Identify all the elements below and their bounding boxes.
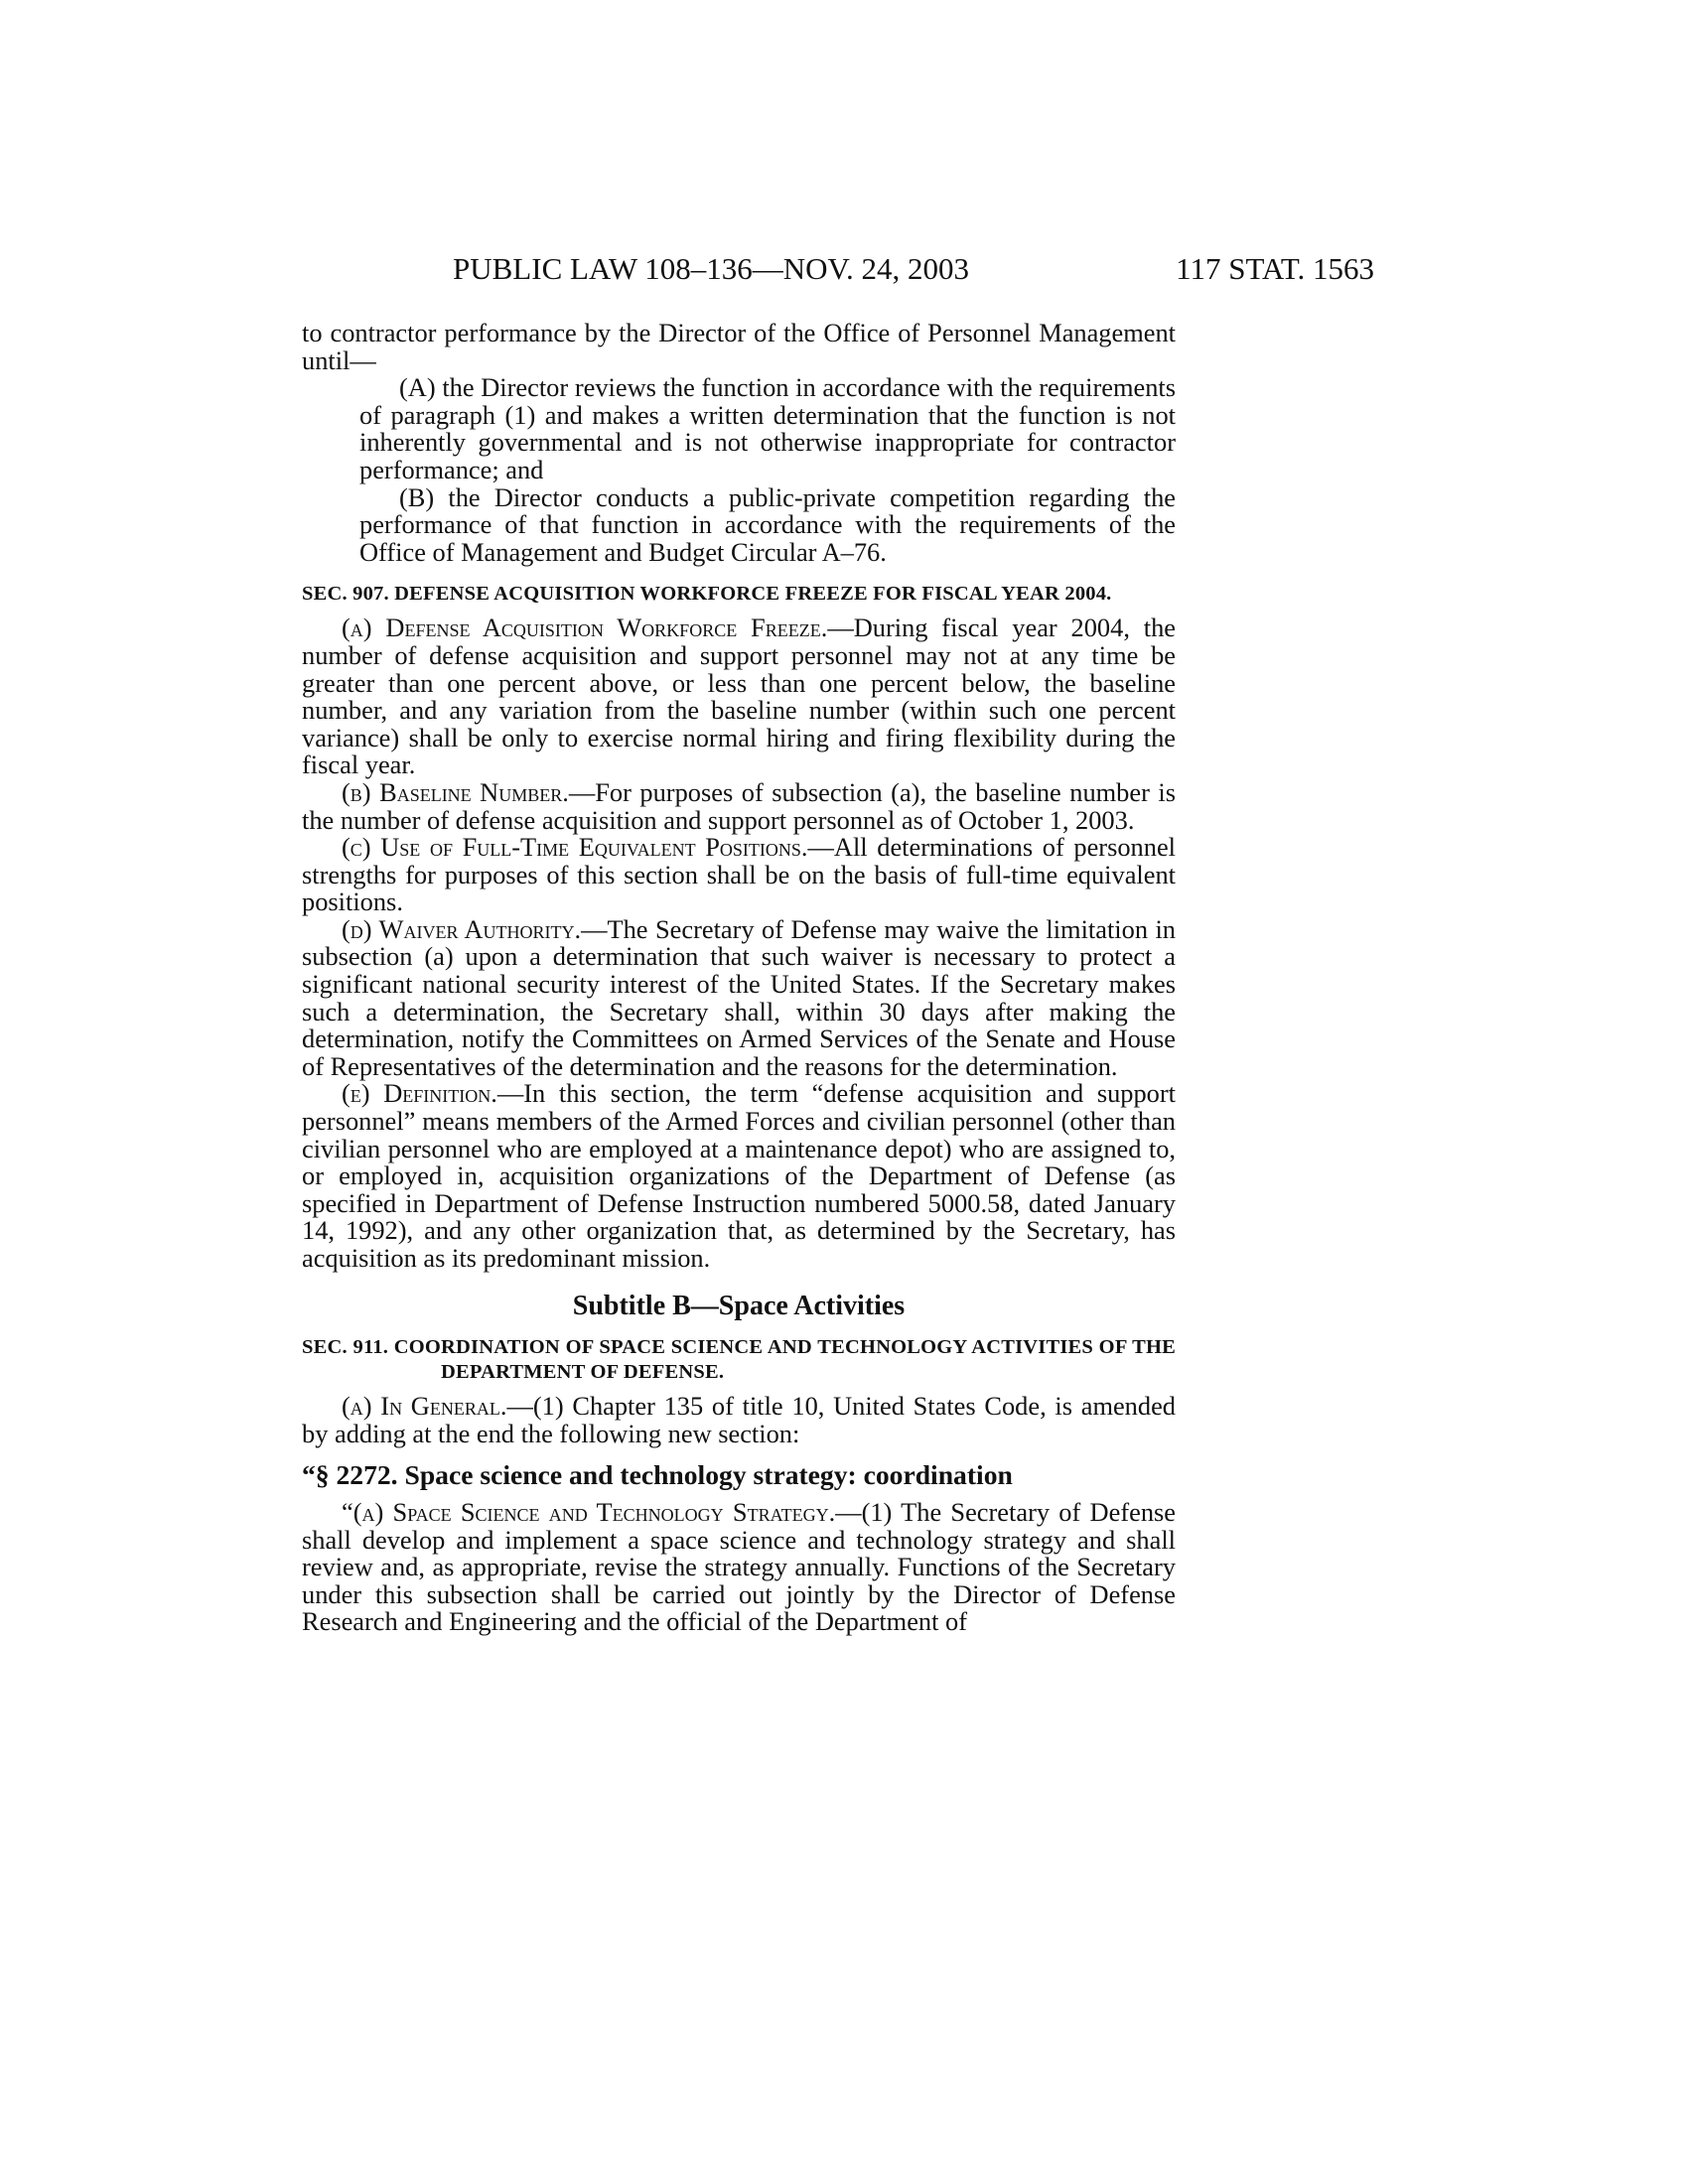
sec907-subsection-b: [302, 776, 1176, 835]
sec907-subsection-c: [302, 834, 1176, 916]
clause-a: (A) the Director reviews the function in accordance with the requirements of paragraph (1) and makes a written determination that the function is not inherently governmental and is not otherwise inappropriate for contractor performance; and: [359, 372, 1176, 484]
subsection-text: —The Secretary of Defense may waive the limitation in subsection (a) upon a determination that such waiver is necessary to protect a significant national security interest of the United States. If the Secretary makes such a determination, the Secretary shall, within 30 days after making the determination, notify the Committees on Armed Services of the Senate and House of Representatives of the determination and the reasons for the determination.: [302, 913, 1176, 1081]
subsection-text: —In this section, the term “defense acquisition and support personnel” means members of the Armed Forces and civilian personnel (other than civilian personnel who are employed at a maintenance depot) who are assigned to, or employed in, acquisition organizations of the Department of Defense (as specified in Department of Defense Instruction numbered 5000.58, dated January 14, 1992), and any other organization that, as determined by the Secretary, has acquisition as its predominant mission.: [302, 1078, 1176, 1273]
subsection-text: —(1) The Secretary of Defense shall develop and implement a space science and technology strategy and shall review and, as appropriate, revise the strategy annually. Functions of the Secretary under this subsection shall be carried out jointly by the Director of Defense Research and Engineering and the official of the Department of: [302, 1496, 1176, 1637]
sec907-subsection-a: [302, 614, 1176, 779]
stat-page-number: 117 STAT. 1563: [1176, 251, 1374, 286]
subsection-text: —(1) Chapter 135 of title 10, United States Code, is amended by adding at the end the following new section:: [302, 1391, 1176, 1448]
subsection-heading: “(a) Space Science and Technology Strategy.: [342, 1496, 836, 1527]
running-head-title: PUBLIC LAW 108–136—NOV. 24, 2003: [453, 251, 969, 286]
section-2272-title: “§ 2272. Space science and technology strategy: coordination: [302, 1459, 1013, 1491]
subsection-text: —All determinations of personnel strengths for purposes of this section shall be on the basis of full-time equivalent positions.: [302, 832, 1176, 917]
subsection-heading: (b) Baseline Number.: [342, 776, 569, 807]
subsection-heading: (d) Waiver Authority.: [342, 913, 582, 944]
sec911-subsection-a: [302, 1393, 1176, 1447]
section-907-heading: SEC. 907. DEFENSE ACQUISITION WORKFORCE FREEZE FOR FISCAL YEAR 2004.: [302, 583, 1112, 606]
sec2272-subsection-a: [302, 1496, 1176, 1637]
subtitle-b-heading: Subtitle B—Space Activities: [572, 1290, 906, 1321]
document-body: [302, 320, 1176, 1636]
subsection-text: —During fiscal year 2004, the number of defense acquisition and support personnel may not at any time be greater than one percent above, or less than one percent below, the baseline number, and any variation from the baseline number (within such one percent variance) shall be only to exercise normal hiring and firing flexibility during the fiscal year.: [302, 613, 1176, 780]
paragraph-intro: to contractor performance by the Director of the Office of Personnel Management until—: [302, 318, 1176, 375]
page-header: [453, 244, 1374, 294]
subsection-heading: (e) Definition.: [342, 1078, 497, 1109]
subsection-heading: (a) Defense Acquisition Workforce Freeze.: [342, 613, 828, 643]
section-911-heading: SEC. 911. COORDINATION OF SPACE SCIENCE AND TECHNOLOGY ACTIVITIES OF THE DEPARTMENT OF DEFENSE.: [302, 1336, 1176, 1384]
sec907-subsection-e: [302, 1080, 1176, 1272]
clause-b: (B) the Director conducts a public-private competition regarding the performance of that function in accordance with the requirements of the Office of Management and Budget Circular A–76.: [359, 481, 1176, 567]
sec907-subsection-d: [302, 913, 1176, 1081]
subsection-heading: (c) Use of Full-Time Equivalent Positions.: [342, 832, 808, 863]
subsection-text: —For purposes of subsection (a), the baseline number is the number of defense acquisition and support personnel as of October 1, 2003.: [302, 776, 1176, 835]
subsection-heading: (a) In General.: [342, 1391, 507, 1422]
